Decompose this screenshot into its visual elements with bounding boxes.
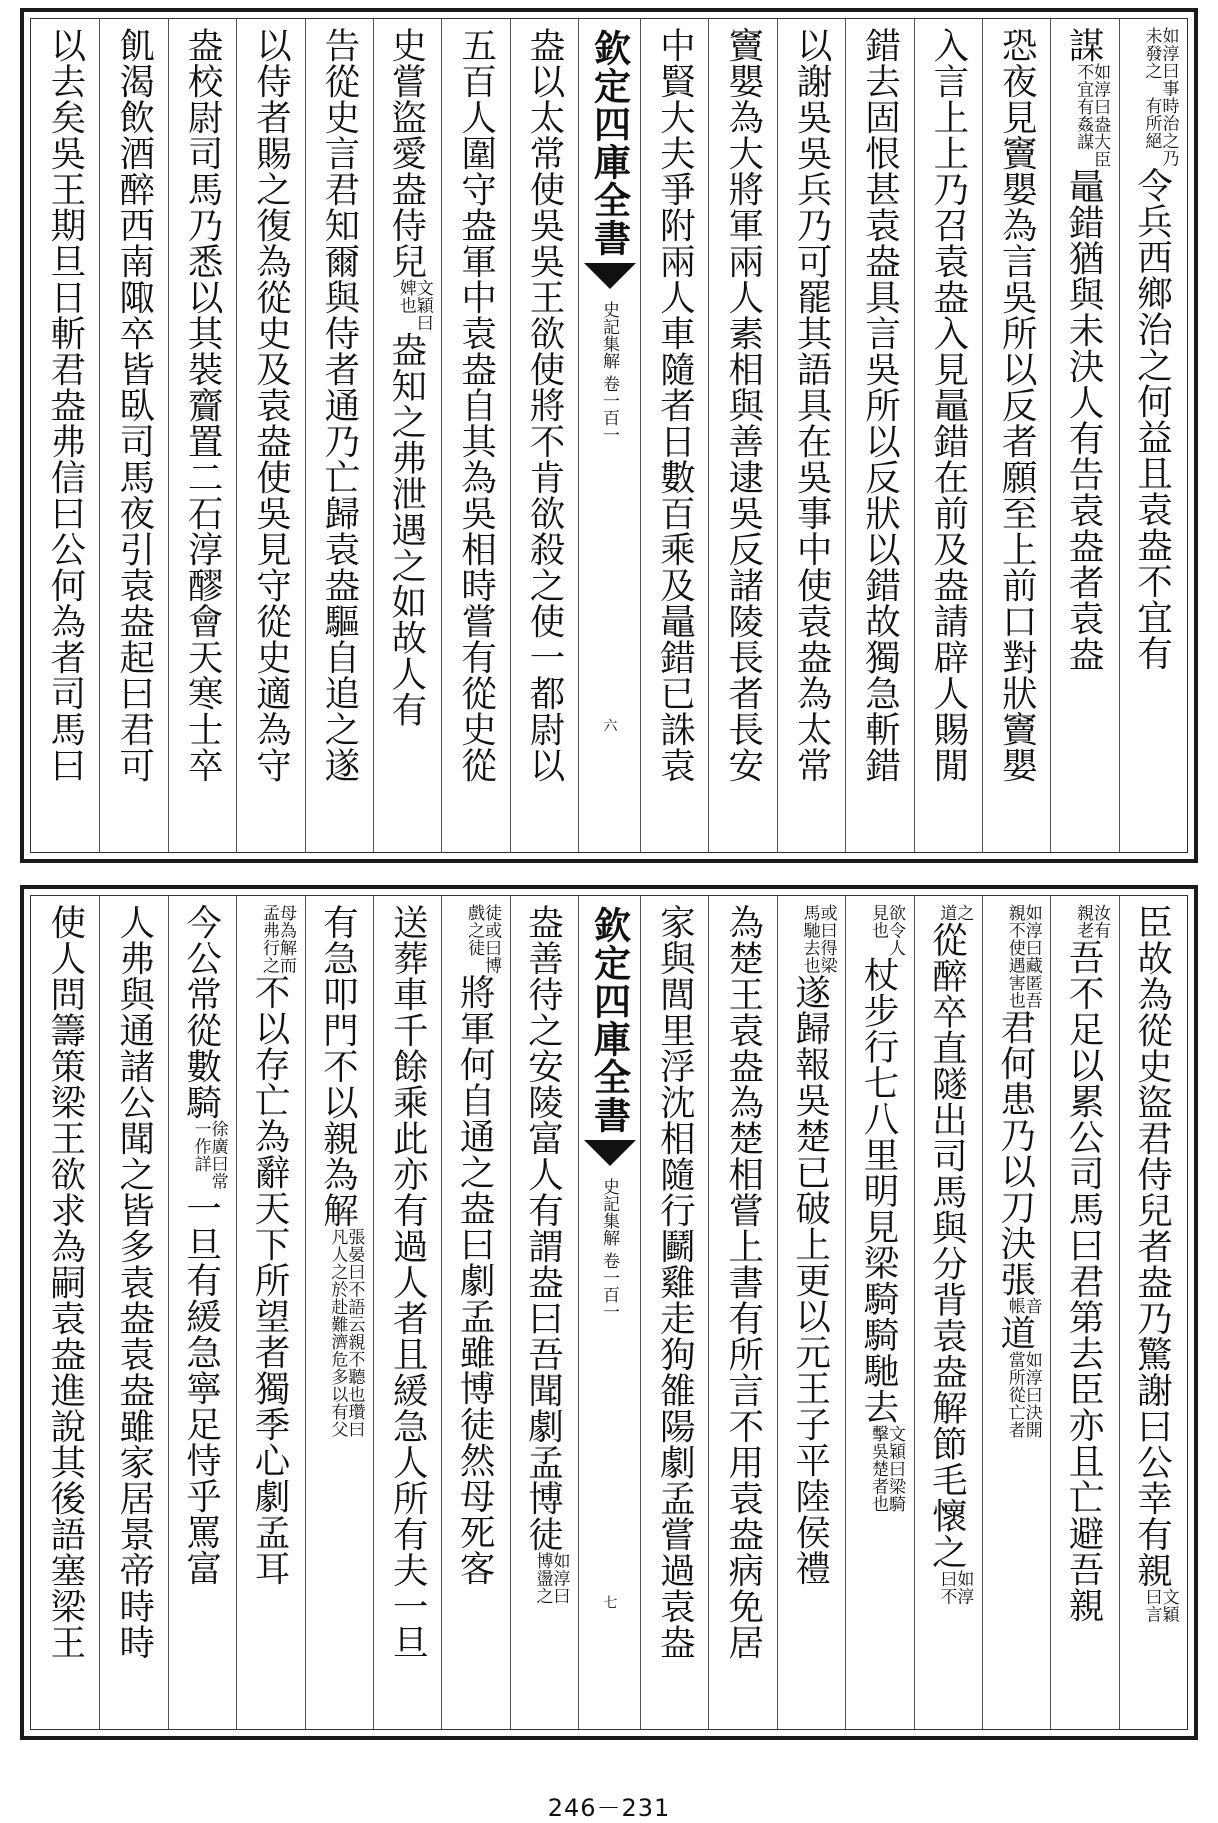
column-text [316,896,365,1729]
main-text: 道 [994,1314,1036,1351]
main-text: 以謝吳吳兵乃可罷其語具在吳事中使袁盎為太常 [791,27,833,783]
annotation-note: 之道 [936,904,974,922]
text-column [845,19,913,852]
column-text [788,896,837,1729]
main-text: 從醉卒直隧出司馬與分背袁盎解節毛懷之 [926,921,968,1570]
column-text [112,19,155,852]
text-column [236,19,304,852]
text-column [236,896,304,1729]
annotation-note: 或曰得梁馬馳去也 [799,904,837,974]
main-text: 令兵西鄉治之何益且袁盎不宜有 [1131,167,1173,671]
text-column [982,19,1050,852]
column-text [721,19,764,852]
column-text [1130,896,1179,1729]
column-text [181,19,224,852]
main-text: 今公常從數騎 [180,904,222,1120]
leaf-number: 六 [601,718,618,732]
main-text: 飢渴飲酒醉西南陬卒皆臥司馬夜引袁盎起曰君可 [113,27,155,783]
center-banner [578,19,640,852]
text-column [914,19,982,852]
text-column [168,19,236,852]
text-column [914,896,982,1729]
main-text: 臣故為從史盜君侍兒者盎乃驚謝曰公幸有親 [1131,904,1173,1588]
column-text [653,896,696,1729]
main-text: 盎校尉司馬乃悉以其裝齎置二石淳醪會天寒士卒 [182,27,224,783]
column-text [44,896,87,1729]
text-column [99,896,167,1729]
annotation-note: 如淳曰藏匿吾親不使遇害也 [1004,904,1042,1009]
text-column [777,896,845,1729]
main-text: 使人問籌策梁王欲求為嗣袁盎進說其後語塞梁王 [44,904,86,1660]
column-text [521,896,570,1729]
annotation-note: 如淳曰博盪之 [532,1552,570,1605]
annotation-note: 文穎曰梁騎擊吳楚者也 [867,1424,905,1512]
book-title: 欽定四庫全書 [587,29,632,257]
main-text: 送葬車千餘乘此亦有過人者且緩急人所有夫一旦 [387,904,429,1660]
leaf-number: 七 [601,1595,618,1609]
annotation-note: 張晏曰不語云親不聽也瓚曰凡人之於赴難濟危多以有父 [327,1228,365,1438]
text-column [168,896,236,1729]
text-column [640,19,708,852]
column-text [993,896,1042,1729]
annotation-note: 如淳曰不 [936,1569,974,1605]
text-column [708,19,776,852]
text-column [640,896,708,1729]
column-text [112,896,155,1729]
main-text: 恐夜見竇嬰為言吳所以反者願至上前口對狀竇嬰 [996,27,1038,783]
main-text: 君何患乃以刀決張 [994,1009,1036,1297]
top-page-columns [30,18,1188,853]
book-title: 欽定四庫全書 [587,906,632,1134]
main-text: 盎善待之安陵富人有謂盎曰吾聞劇孟博徒 [522,904,564,1552]
column-text [384,19,433,852]
text-column [373,19,441,852]
text-column [441,19,509,852]
column-text [248,896,294,1729]
fish-tail-mark-icon [584,1140,636,1166]
bottom-page-columns [30,895,1188,1730]
banner-subtitle [597,1178,622,1320]
main-text: 杖步行七八里明見梁騎騎馳去 [857,956,899,1425]
text-column [845,896,913,1729]
text-column [510,896,578,1729]
annotation-note: 如淳曰決開當所從亡者 [1004,1350,1042,1438]
column-text [386,896,429,1729]
main-text: 吾不足以累公司馬曰君第去臣亦且亡避吾親 [1063,939,1105,1623]
main-text: 告從史言君知爾與侍者通乃亡歸袁盎驅自追之遂 [318,27,360,783]
text-column [31,19,99,852]
column-text [179,896,228,1729]
annotation-note: 欲令人見也 [867,904,905,957]
main-text: 人弗與通諸公聞之皆多袁盎袁盎雖家居景帝時時 [113,904,155,1660]
book-name: 史記集解 [599,301,619,369]
main-text: 盎以太常使吳吳王欲使將不肯欲殺之使一都尉以 [523,27,565,783]
column-text [1062,896,1111,1729]
text-column [510,19,578,852]
main-text: 以侍者賜之復為從史及袁盎使吳見守從史適為守 [250,27,292,783]
column-text [857,896,903,1729]
main-text: 一旦有緩急寧足恃乎罵富 [180,1190,222,1586]
bottom-page [20,885,1198,1740]
annotation-note: 徐廣曰常一作詳 [190,1120,228,1190]
page-number-footer: 246－231 [547,1794,671,1822]
main-text: 為楚王袁盎為楚相嘗上書有所言不用袁盎病免居 [722,904,764,1660]
main-text: 遂歸報吳楚已破上更以元王子平陸侯禮 [789,974,831,1586]
main-text: 竇嬰為大將軍兩人素相與善逮吳反諸陵長者長安 [722,27,764,783]
column-text [454,19,497,852]
text-column [373,896,441,1729]
column-text [318,19,361,852]
main-text: 入言上上乃召袁盎入見鼂錯在前及盎請辟人賜閒 [927,27,969,783]
text-column [441,896,509,1729]
annotation-note: 文穎曰婢也 [395,279,433,332]
text-column [31,896,99,1729]
annotation-note: 母為解而孟弗行之 [258,904,296,974]
annotation-note: 汝有親老 [1073,904,1111,939]
text-column [1050,19,1118,852]
annotation-note: 如淳曰事未發之 [1141,27,1179,97]
book-name: 史記集解 [599,1178,619,1246]
volume-label: 卷一百一 [599,1252,619,1320]
banner-subtitle [597,301,622,443]
column-text [790,19,833,852]
column-text [721,896,764,1729]
column-text [1130,19,1179,852]
annotation-note: 如淳曰盎大臣不宜有姦謀 [1073,63,1111,168]
column-text [453,896,502,1729]
column-text [523,19,566,852]
main-text: 有急叩門不以親為解 [317,904,359,1228]
top-page [20,8,1198,863]
main-text: 鼂錯猶與未決人有告袁盎者袁盎 [1063,168,1105,672]
annotation-note: 時治之乃有所絕 [1141,97,1179,167]
text-column [99,19,167,852]
annotation-note: 音帳 [1004,1297,1042,1315]
column-text [44,19,87,852]
column-text [925,896,974,1729]
center-banner [578,896,640,1729]
text-column [708,896,776,1729]
main-text: 以去矣吳王期旦日斬君盎弗信曰公何為者司馬曰 [44,27,86,783]
column-text [995,19,1038,852]
text-column [1050,896,1118,1729]
annotation-note: 文穎曰言 [1141,1588,1179,1623]
main-text: 不以存亡為辭天下所望者獨季心劇孟耳 [248,974,290,1586]
main-text: 五百人圍守盎軍中袁盎自其為吳相時嘗有從史從 [455,27,497,783]
fish-tail-mark-icon [584,263,636,289]
main-text: 將軍何自通之盎曰劇孟雖博徒然母死客 [454,974,496,1586]
main-text: 中賢大夫爭附兩人車隨者日數百乘及鼂錯已誅袁 [654,27,696,783]
column-text [249,19,292,852]
annotation-note: 徒或曰博戲之徒 [464,904,502,974]
text-column [1119,19,1187,852]
text-column [1119,896,1187,1729]
column-text [858,19,901,852]
main-text: 家與閭里浮沈相隨行鬬雞走狗雒陽劇孟嘗過袁盎 [654,904,696,1660]
volume-label: 卷一百一 [599,375,619,443]
main-text: 錯去固恨甚袁盎具言吳所以反狀以錯故獨急斬錯 [859,27,901,783]
text-column [982,896,1050,1729]
text-column [305,19,373,852]
column-text [653,19,696,852]
column-text [927,19,970,852]
main-text: 史嘗盜愛盎侍兒 [385,27,427,279]
main-text: 謀 [1063,27,1105,63]
main-text: 盎知之弗泄遇之如故人有 [385,331,427,728]
column-text [1062,19,1111,852]
text-column [305,896,373,1729]
text-column [777,19,845,852]
